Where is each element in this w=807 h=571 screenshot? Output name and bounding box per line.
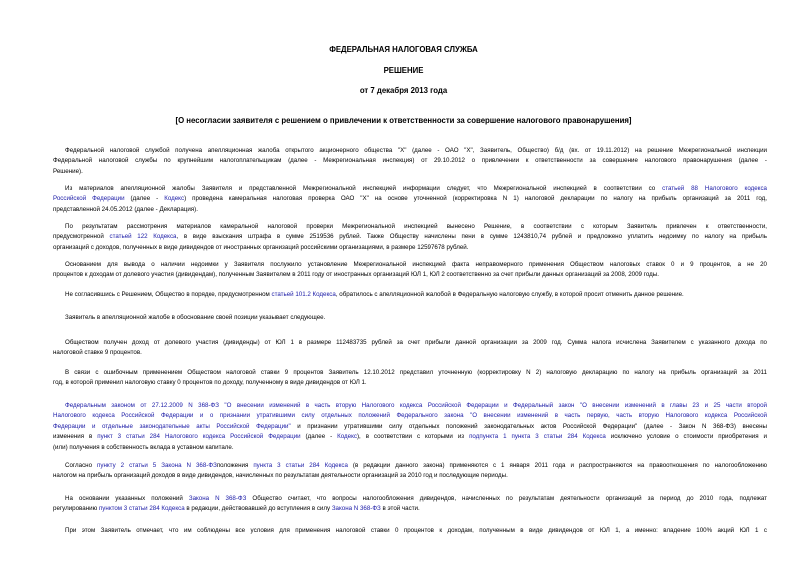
paragraph-2: [53, 184, 767, 215]
link-federal-law-368-end[interactable]: Федерации и отдельные законодательные акты Российской Федерации": [53, 422, 291, 430]
link-article-122[interactable]: статьей 122 Кодекса: [109, 233, 177, 241]
p11-text-c: регулированию: [53, 505, 99, 513]
p9-line-3: [53, 422, 767, 432]
p4-line-1: Основанием для вывода о наличии недоимки у Заявителя послужило установление Межрегиональной инспекцией факта неправомерного применения Обществом налоговых ставок 0 и 9 процентов, а не 20: [65, 261, 767, 268]
paragraph-7: [53, 338, 767, 359]
p11-text-d: в редакции, действовавшей до вступления в силу: [184, 505, 332, 513]
paragraph-10: [53, 461, 767, 482]
paragraph-1: [53, 146, 767, 177]
link-federal-law-368-cont[interactable]: Налогового кодекса Российской Федерации и о признании утратившими силу отдельных положений Федерального закона "О внесении изменений в часть первую, часть вторую Налогового кодекса Российской: [53, 412, 767, 420]
p1-line-3: Решение).: [53, 167, 83, 175]
p6-line-1: Заявитель в апелляционной жалобе в обоснование своей позиции указывает следующее.: [65, 314, 326, 321]
link-russian-federation[interactable]: Российской Федерации: [53, 195, 125, 203]
p2-line-2: [53, 194, 767, 204]
doc-type-title: РЕШЕНИЕ: [383, 66, 424, 75]
p11-line-1: [53, 494, 767, 504]
link-law-368-b[interactable]: Закона N 368-ФЗ: [331, 505, 381, 513]
paragraph-8: [53, 368, 767, 389]
p9-text-a: изменения в: [53, 433, 98, 441]
p10-text-b: положения: [216, 462, 254, 469]
p2-text-a: Из материалов апелляционной жалобы Заявителя и представленной Межрегиональной инспекцией информации следует, что Межрегиональной инспекцией в соответствии со: [65, 185, 663, 192]
doc-date: от 7 декабря 2013 года: [359, 86, 448, 95]
p11-text-e: в этой части.: [380, 505, 420, 513]
doc-subject: [О несогласии заявителя с решением о привлечении к ответственности за совершение налогового правонарушения]: [175, 116, 632, 125]
p2-text-b: (далее -: [124, 195, 165, 203]
p9-text-d: ), в соответствии с которыми из: [356, 433, 470, 441]
p3-line-2: [53, 232, 767, 242]
p9-line-5: (или) получения в собственность вклада в уставном капитале.: [53, 443, 234, 451]
p5-text-b: , обратилось с апелляционной жалобой в Федеральную налоговую службу, в которой просит отменить данное решение.: [335, 291, 684, 298]
paragraph-11: [53, 494, 767, 515]
paragraph-4: [53, 260, 767, 281]
link-point-2-article-5[interactable]: пункту 2 статьи 5 Закона N 368-ФЗ: [97, 462, 217, 469]
link-law-368[interactable]: Закона N 368-ФЗ: [188, 495, 247, 502]
p9-line-2: [53, 411, 767, 421]
p1-line-1: Федеральной налоговой службой получена апелляционная жалоба открытого акционерного общества "X" (далее - ОАО "X", Заявитель, Общество) б/д (вх. от 19.11.2012) на решение Межрегиональной инспекции: [65, 147, 767, 154]
p2-line-3: представленной 24.05.2012 (далее - Декларация).: [53, 205, 198, 213]
p7-line-1: Обществом получен доход от долевого участия (дивиденды) от ЮЛ 1 в размере 112483735 рублей за счет прибыли данной организации за 2009 год. Сумма налога исчислена Заявителем с указанного дохода по: [65, 339, 767, 346]
p2-line-1: [53, 184, 767, 194]
p12-line-1: При этом Заявитель отмечает, что им соблюдены все условия для применения налоговой ставки 0 процентов к доходам, полученным в виде дивидендов от ЮЛ 1, а именно: владение 100% акций ЮЛ 1 с: [65, 527, 767, 534]
link-kodeks[interactable]: Кодекс: [164, 195, 185, 203]
p8-line-2: год, в которой применил налоговую ставку 0 процентов по доходу, полученному в виде дивидендов от ЮЛ 1.: [53, 379, 367, 387]
p8-line-1: В связи с ошибочным применением Обществом налоговой ставки 9 процентов Заявитель 12.10.2012 представил уточненную (корректировку N 2) налоговую декларацию по налогу на прибыль организаций за 2011: [65, 369, 767, 376]
p10-line-2: налогом на прибыль организаций доходов в виде дивидендов, начисленных по результатам деятельности организаций за 2010 год и последующие периоды.: [53, 472, 508, 480]
p9-text-b: и признании утратившими силу отдельных положений законодательных актов Российской Федерации" (далее - Закон N 368-ФЗ) внесены: [290, 422, 767, 430]
link-article-101-2[interactable]: статьей 101.2 Кодекса: [271, 291, 336, 298]
agency-title: ФЕДЕРАЛЬНАЯ НАЛОГОВАЯ СЛУЖБА: [329, 45, 478, 54]
p5-line-1: [53, 290, 767, 300]
p10-text-c: (в редакции данного закона) применяются с 1 января 2011 года и распространяются на правоотношения по налогообложению: [347, 462, 767, 469]
paragraph-5: [53, 290, 767, 300]
p11-text-b: Общество считает, что вопросы налогообложения дивидендов, начисленных по результатам деятельности организаций за период до 2010 года, подлежат: [246, 495, 767, 502]
link-point-3-article-284[interactable]: пункт 3 статьи 284 Налогового кодекса Российской Федерации: [97, 433, 301, 441]
p11-line-2: [53, 504, 767, 514]
p11-text-a: На основании указанных положений: [65, 495, 189, 502]
paragraph-3: [53, 222, 767, 253]
link-article-88[interactable]: статьей 88 Налогового кодекса: [662, 185, 767, 192]
p9-text-c: (далее -: [300, 433, 338, 441]
p2-text-c: ) проведена камеральная налоговая проверка ОАО "X" на основе уточненной (корректировка N 1) налоговой декларации по налогу на прибыль организаций за 2011 год,: [184, 195, 767, 203]
p9-line-4: [53, 432, 767, 442]
paragraph-9: [53, 401, 767, 453]
p3-text-a: предусмотренной: [53, 233, 110, 241]
p5-text-a: Не согласившись с Решением, Общество в порядке, предусмотренном: [65, 291, 272, 298]
link-point-3-article-284-b[interactable]: пункта 3 статьи 284 Кодекса: [253, 462, 348, 469]
link-subpoint-1-article-284[interactable]: подпункта 1 пункта 3 статьи 284 Кодекса: [469, 433, 606, 441]
p3-line-1: По результатам рассмотрения материалов камеральной налоговой проверки Межрегиональной инспекцией вынесено Решение, в соответствии с которым Заявитель привлечен к ответственности,: [65, 223, 767, 230]
p3-line-3: организаций с доходов, полученных в виде дивидендов от иностранных организаций российскими организациями, в размере 12597678 рублей.: [53, 243, 469, 251]
p10-text-a: Согласно: [65, 462, 98, 469]
link-federal-law-368[interactable]: Федеральным законом от 27.12.2009 N 368-ФЗ "О внесении изменений в часть вторую Налогового кодекса Российской Федерации и Федеральный закон "О внесении изменений в главы 23 и 25 части второй: [65, 402, 767, 409]
paragraph-6: [53, 313, 767, 323]
paragraph-12: [53, 526, 767, 536]
p9-line-1: [53, 401, 767, 411]
p9-text-e: исключено условие о стоимости приобретения и: [605, 433, 767, 441]
p10-line-1: [53, 461, 767, 471]
p4-line-2: процентов к доходам от долевого участия (дивидендам), полученным Заявителем в 2011 году от иностранных организаций ЮЛ 1, ЮЛ 2 соответственно за счет прибыли данных организаций за 2008, 2009 годы.: [53, 271, 659, 279]
link-kodeks-2[interactable]: Кодекс: [337, 433, 357, 441]
link-point-3-article-284-c[interactable]: пунктом 3 статьи 284 Кодекса: [98, 505, 185, 513]
p7-line-2: налоговой ставке 9 процентов.: [53, 349, 142, 357]
p1-line-2: Федеральной налоговой службы по крупнейшим налогоплательщикам (далее - Межрегиональная инспекция) от 29.10.2012 о привлечении к ответственности за совершение налогового правонарушения (далее -: [53, 157, 767, 165]
p3-text-b: , в виде взыскания штрафа в сумме 2519536 рублей. Также Обществу начислены пени в сумме 1243810,74 рублей и предложено уплатить недоимку по налогу на прибыль: [176, 233, 767, 241]
